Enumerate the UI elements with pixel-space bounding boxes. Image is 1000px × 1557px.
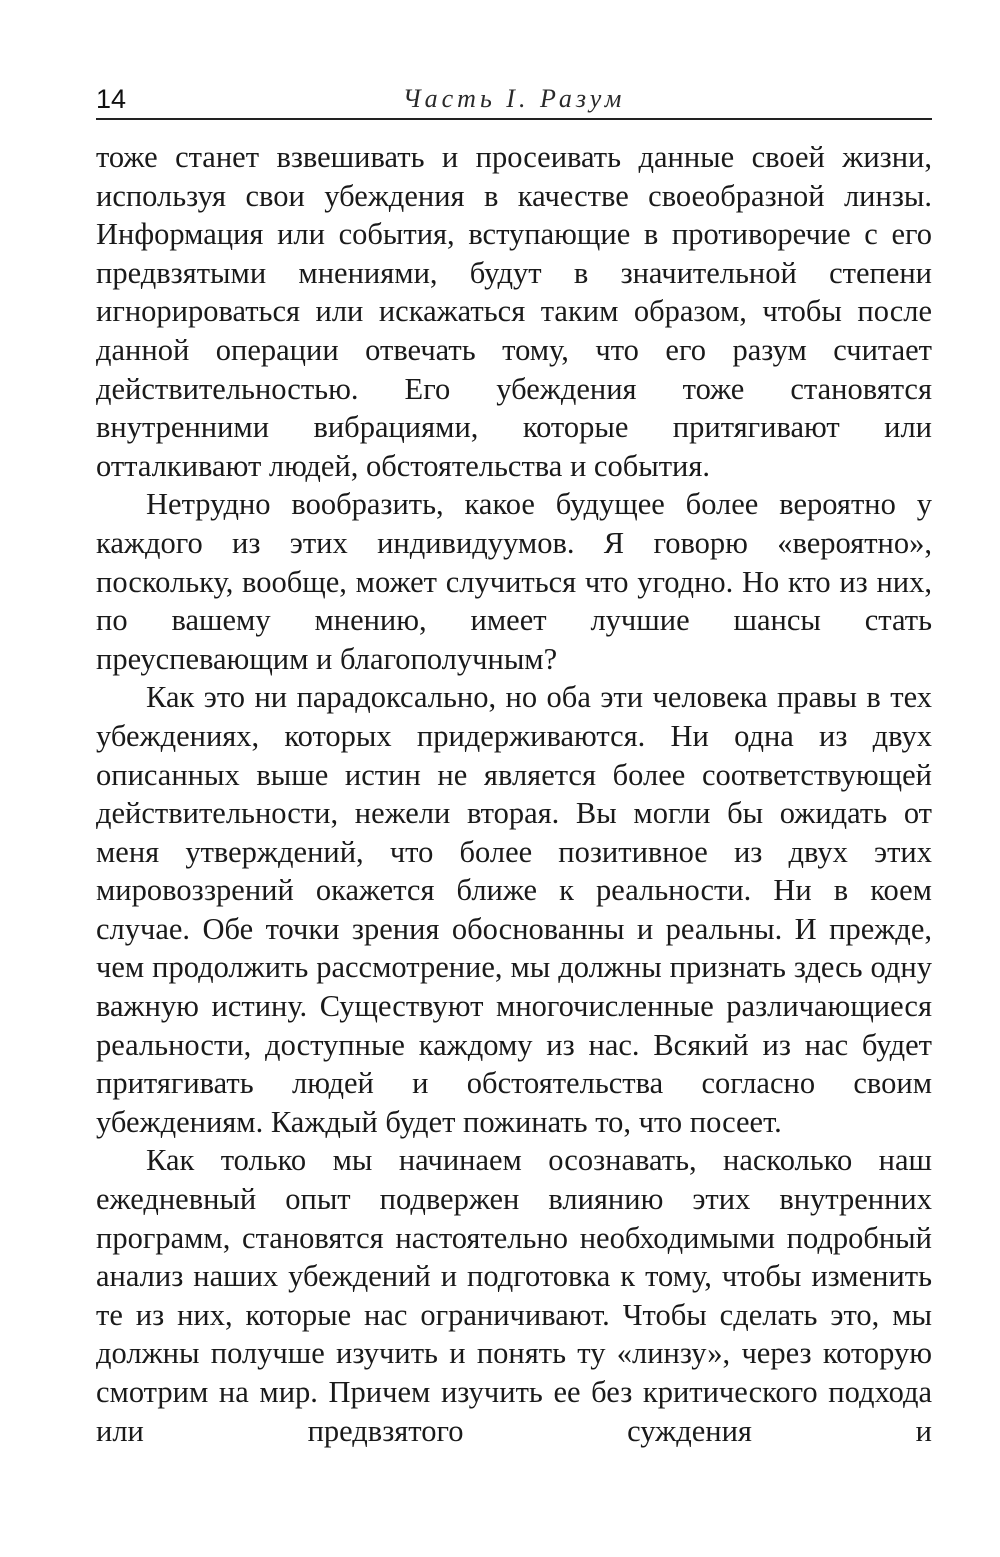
running-title: Часть I. Разум bbox=[402, 84, 626, 113]
running-head bbox=[96, 78, 932, 120]
paragraph-1: тоже станет взвешивать и просеивать данные своей жизни, используя свои убеждения в качестве своеобразной линзы. Информация или события, вступающие в противоречие с его предвзятыми мнениями, будут в значительной степени игнорироваться или искажаться таким образом, чтобы после данной операции отвечать тому, что его разум считает действительностью. Его убеждения тоже становятся внутренними вибрациями, которые притягивают или отталкивают людей, обстоятельства и события. bbox=[96, 140, 932, 483]
paragraph-2: Нетрудно вообразить, какое будущее более вероятно у каждого из этих индивидуумов. Я говорю «вероятно», поскольку, вообще, может случиться что угодно. Но кто из них, по вашему мнению, имеет лучшие шансы стать преуспевающим и благополучным? bbox=[96, 487, 932, 676]
paragraph-3: Как это ни парадоксально, но оба эти человека правы в тех убеждениях, которых придерживаются. Ни одна из двух описанных выше истин не является более соответствующей действительности, нежели вторая. Вы могли бы ожидать от меня утверждений, что более позитивное из двух этих мировоззрений окажется ближе к реальности. Ни в коем случае. Обе точки зрения обоснованны и реальны. И прежде, чем продолжить рассмотрение, мы должны признать здесь одну важную истину. Существуют многочисленные различающиеся реальности, доступные каждому из нас. Всякий из нас будет притягивать людей и обстоятельства согласно своим убеждениям. Каждый будет пожинать то, что посеет. bbox=[96, 680, 932, 1139]
book-page bbox=[96, 78, 932, 1450]
page-number: 14 bbox=[96, 84, 127, 114]
body-text bbox=[96, 138, 932, 1450]
paragraph-4: Как только мы начинаем осознавать, насколько наш ежедневный опыт подвержен влиянию этих внутренних программ, становятся настоятельно необходимыми подробный анализ наших убеждений и подготовка к тому, чтобы изменить те из них, которые нас ограничивают. Чтобы сделать это, мы должны получше изучить и понять ту «линзу», через которую смотрим на мир. Причем изучить ее без критического подхода или предвзятого суждения и bbox=[96, 1143, 932, 1448]
